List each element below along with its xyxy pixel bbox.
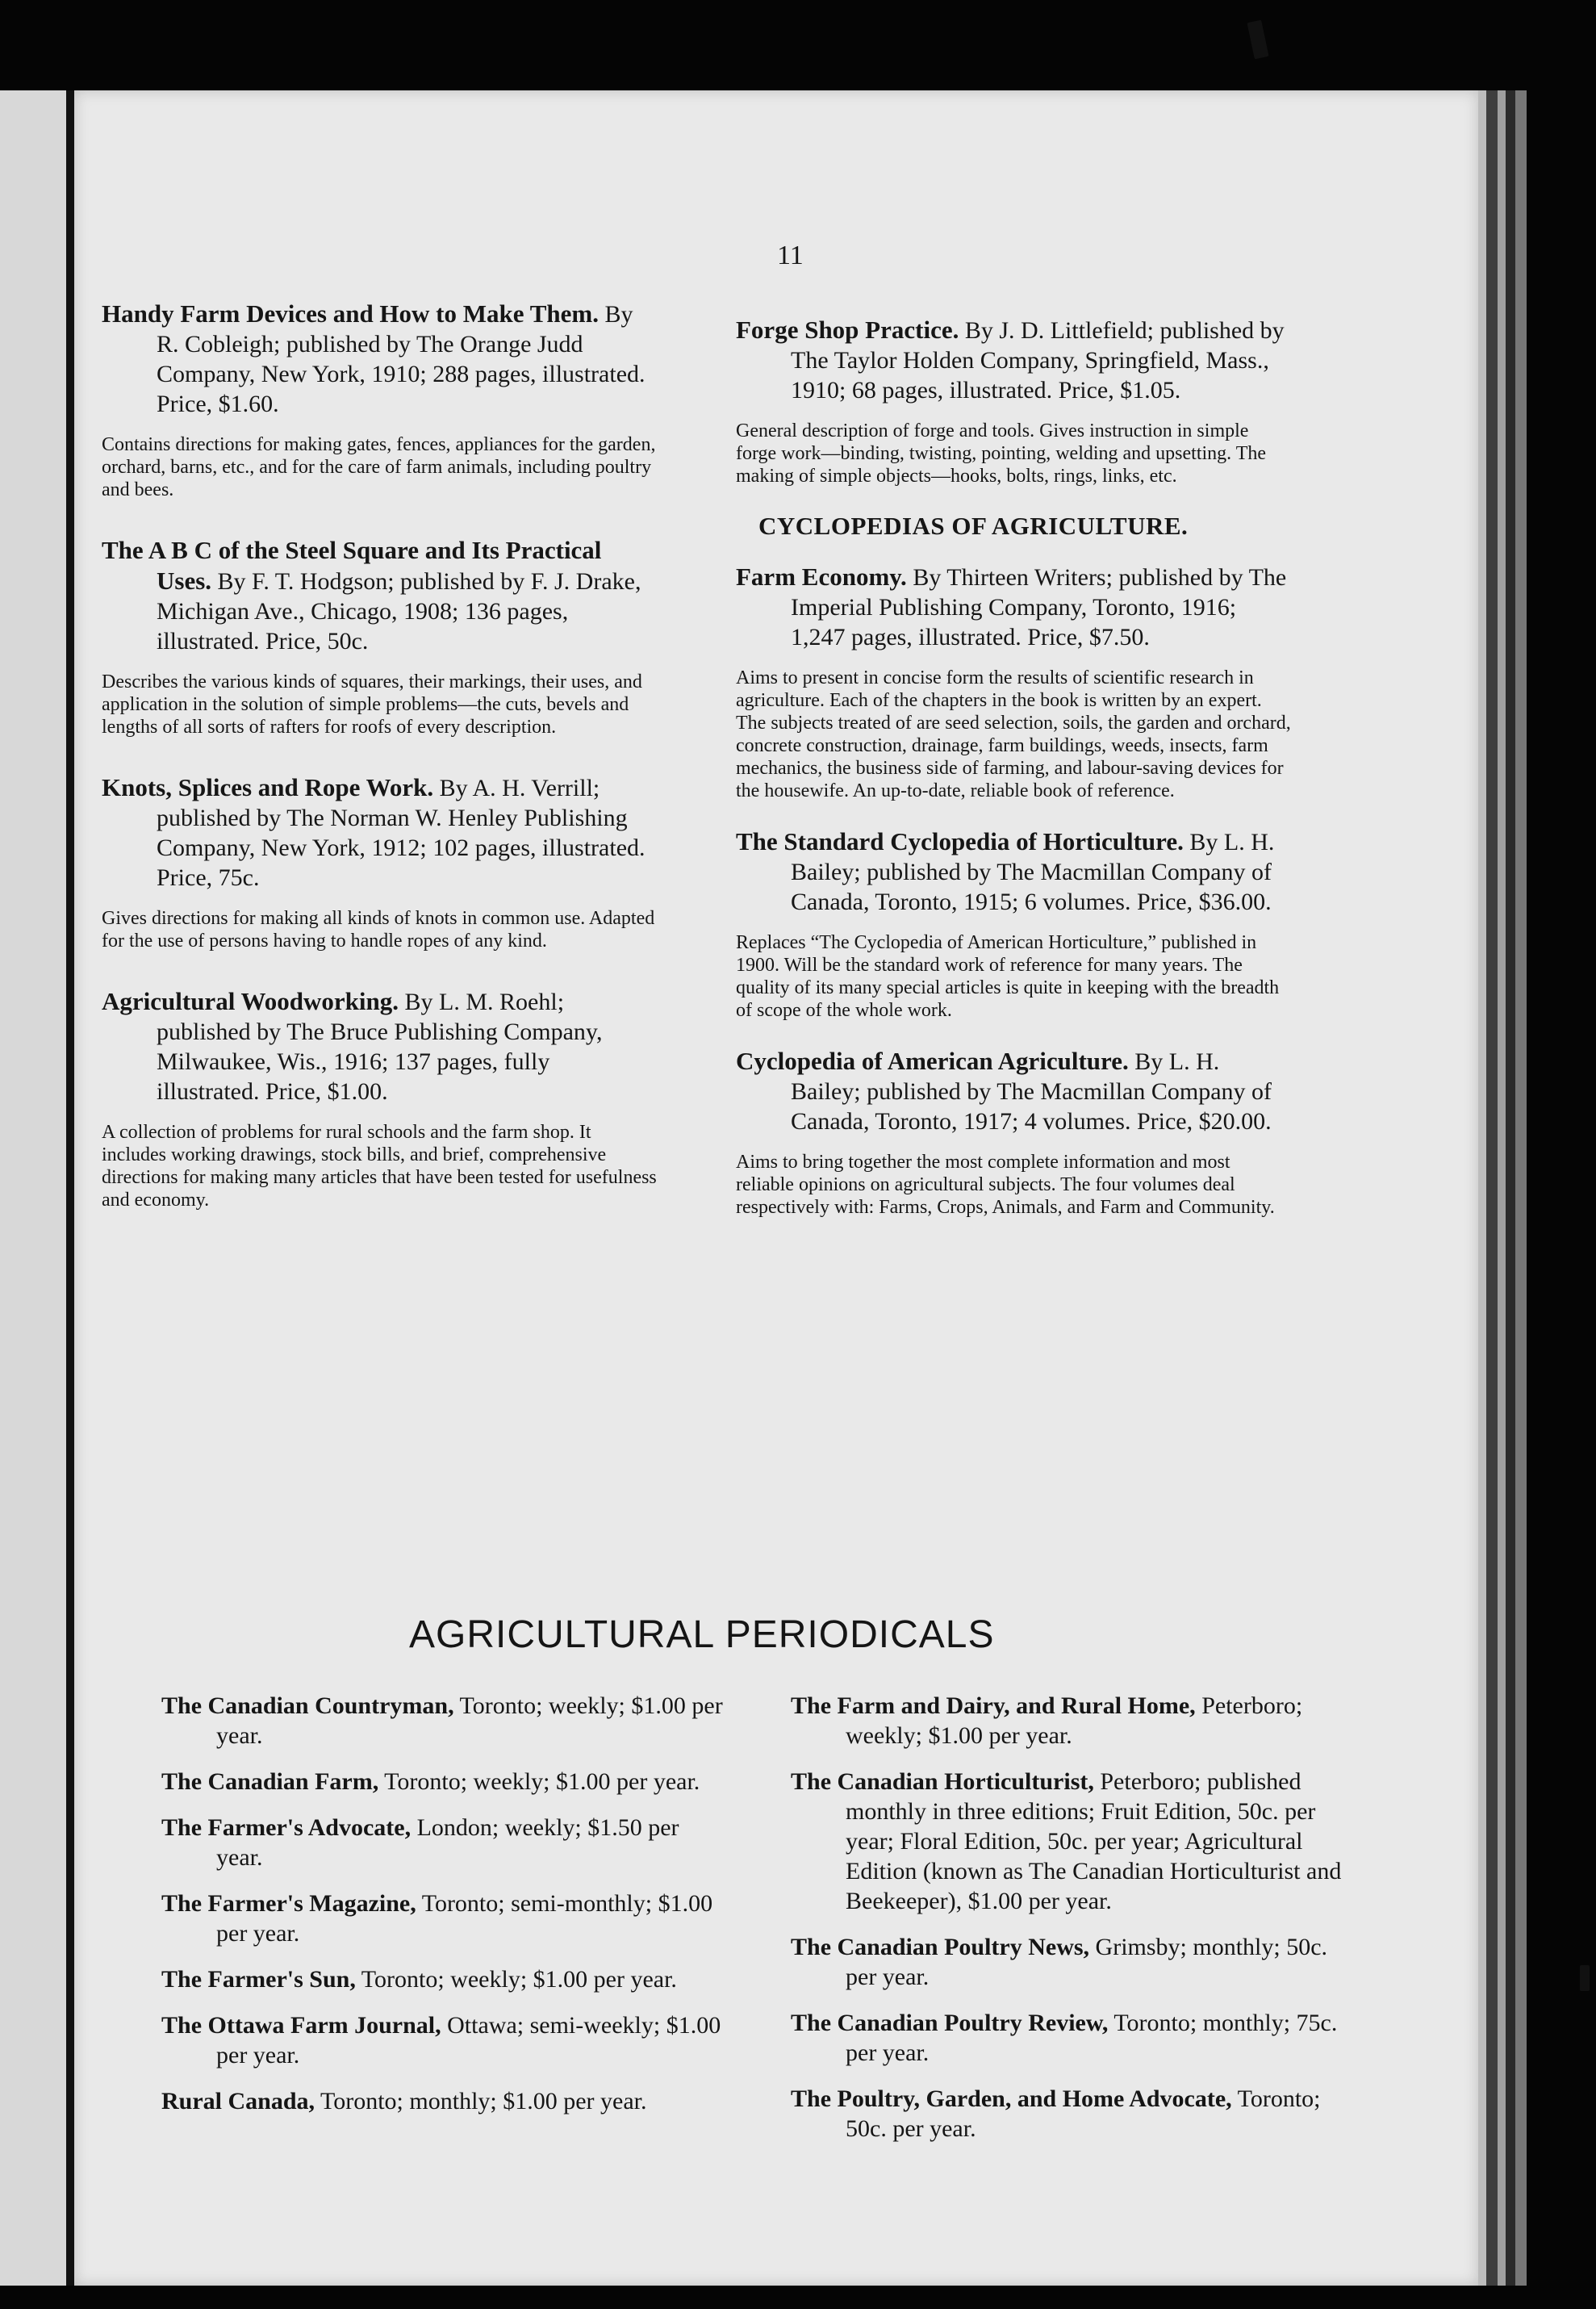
right-scan-mark bbox=[1580, 1965, 1590, 1991]
periodical-entry bbox=[161, 2010, 726, 2070]
book-entry bbox=[102, 535, 658, 738]
book-description: General description of forge and tools. Gives instruction in simple forge work—binding, twisting, pointing, welding and upsetting. The making of simple objects—hooks, bolts, rings, links, etc. bbox=[736, 420, 1267, 487]
periodical-entry bbox=[791, 1767, 1356, 1916]
periodical-name: The Canadian Poultry News, bbox=[791, 1934, 1090, 1960]
periodical-entry bbox=[791, 1691, 1356, 1751]
page-number: 11 bbox=[777, 241, 804, 270]
left-periodicals-list bbox=[161, 1691, 726, 2132]
book-description: A collection of problems for rural schools and the farm shop. It includes working drawings, stock bills, and brief, comprehensive directions for making many articles that have been tested for usefulness and economy. bbox=[102, 1122, 657, 1211]
periodical-name: The Ottawa Farm Journal, bbox=[161, 2012, 441, 2039]
periodical-name: The Canadian Poultry Review, bbox=[791, 2010, 1109, 2036]
periodical-entry bbox=[791, 2084, 1356, 2144]
book-details: By L. M. Roehl; published by The Bruce Publishing Company, Milwaukee, Wis., 1916; 137 pages, fully illustrated. Price, $1.00. bbox=[157, 989, 603, 1105]
periodical-details: Toronto; 50c. per year. bbox=[846, 2085, 1321, 2142]
periodical-entry bbox=[161, 2086, 726, 2116]
book-description: Aims to bring together the most complete information and most reliable opinions on agricultural subjects. The four volumes deal respectively with: Farms, Crops, Animals, and Farm and Community. bbox=[736, 1152, 1275, 1218]
periodical-details: Ottawa; semi-weekly; $1.00 per year. bbox=[216, 2012, 721, 2068]
periodical-name: The Canadian Horticulturist, bbox=[791, 1768, 1094, 1795]
periodical-entry bbox=[161, 1691, 726, 1751]
book-entry bbox=[102, 772, 658, 952]
periodical-entry bbox=[161, 1767, 726, 1797]
book-entry bbox=[102, 986, 658, 1211]
periodical-entry bbox=[161, 1813, 726, 1872]
book-entry bbox=[736, 562, 1293, 802]
periodical-details: Toronto; weekly; $1.00 per year. bbox=[216, 1692, 723, 1749]
cyclopedias-heading: CYCLOPEDIAS OF AGRICULTURE. bbox=[758, 512, 1189, 540]
periodical-entry bbox=[161, 1889, 726, 1948]
periodical-entry bbox=[791, 1932, 1356, 1992]
book-title: Forge Shop Practice. bbox=[736, 316, 959, 344]
page-stack-edge bbox=[1478, 90, 1527, 2286]
book-details: By L. H. Bailey; published by The Macmillan Company of Canada, Toronto, 1917; 4 volumes. Price, $20.00. bbox=[791, 1048, 1272, 1135]
periodical-details: London; weekly; $1.50 per year. bbox=[216, 1814, 679, 1871]
book-title: The Standard Cyclopedia of Horticulture. bbox=[736, 827, 1184, 855]
periodical-name: Rural Canada, bbox=[161, 2088, 315, 2114]
book-title: Handy Farm Devices and How to Make Them. bbox=[102, 299, 599, 328]
periodical-details: Toronto; weekly; $1.00 per year. bbox=[355, 1966, 677, 1993]
periodical-entry bbox=[791, 2008, 1356, 2068]
periodical-details: Toronto; semi-monthly; $1.00 per year. bbox=[216, 1890, 713, 1947]
book-citation bbox=[736, 826, 1293, 917]
periodical-name: The Canadian Farm, bbox=[161, 1768, 379, 1795]
book-citation bbox=[102, 535, 658, 656]
book-citation bbox=[102, 772, 658, 893]
periodical-details: Toronto; monthly; $1.00 per year. bbox=[315, 2088, 647, 2114]
book-description: Contains directions for making gates, fences, appliances for the garden, orchard, barns, etc., and for the care of farm animals, including poultry and bees. bbox=[102, 434, 656, 500]
book-citation bbox=[736, 1046, 1293, 1136]
book-entry bbox=[736, 1046, 1293, 1219]
periodical-details: Toronto; weekly; $1.00 per year. bbox=[378, 1768, 700, 1795]
periodical-name: The Canadian Countryman, bbox=[161, 1692, 454, 1719]
periodical-details: Peterboro; published monthly in three editions; Fruit Edition, 50c. per year; Floral Edition, 50c. per year; Agricultural Edition (known as The Canadian Horticulturist and Beekeeper), $1.00 per year. bbox=[846, 1768, 1342, 1914]
periodical-name: The Farmer's Sun, bbox=[161, 1966, 356, 1993]
periodical-details: Toronto; monthly; 75c. per year. bbox=[846, 2010, 1338, 2066]
book-citation bbox=[736, 562, 1293, 652]
periodical-entry bbox=[161, 1964, 726, 1994]
periodical-name: The Poultry, Garden, and Home Advocate, bbox=[791, 2085, 1232, 2112]
periodical-details: Peterboro; weekly; $1.00 per year. bbox=[846, 1692, 1303, 1749]
periodical-name: The Farm and Dairy, and Rural Home, bbox=[791, 1692, 1196, 1719]
periodical-name: The Farmer's Advocate, bbox=[161, 1814, 412, 1841]
book-title: Agricultural Woodworking. bbox=[102, 987, 399, 1015]
right-periodicals-list bbox=[791, 1691, 1356, 2160]
book-citation bbox=[736, 315, 1293, 405]
book-details: By J. D. Littlefield; published by The Taylor Holden Company, Springfield, Mass., 1910; 68 pages, illustrated. Price, $1.05. bbox=[791, 317, 1285, 404]
book-title: Knots, Splices and Rope Work. bbox=[102, 773, 434, 801]
book-details: By A. H. Verrill; published by The Norman W. Henley Publishing Company, New York, 1912; 102 pages, illustrated. Price, 75c. bbox=[157, 775, 646, 891]
book-description: Aims to present in concise form the results of scientific research in agriculture. Each of the chapters in the book is written by an expert. The subjects treated of are seed selection, soils, the garden and orchard, concrete construction, drainage, farm buildings, weeds, insects, farm mechanics, the business side of farming, and labour-saving devices for the housewife. An up-to-date, reliable book of reference. bbox=[736, 667, 1291, 801]
book-title: Cyclopedia of American Agriculture. bbox=[736, 1047, 1129, 1075]
book-citation bbox=[102, 299, 658, 419]
book-entry bbox=[102, 299, 658, 501]
right-book-column bbox=[736, 315, 1293, 1243]
left-page-edge bbox=[0, 90, 74, 2286]
top-right-scan-mark bbox=[1247, 20, 1268, 60]
book-title: Farm Economy. bbox=[736, 563, 907, 591]
book-details: By R. Cobleigh; published by The Orange Judd Company, New York, 1910; 288 pages, illustrated. Price, $1.60. bbox=[157, 301, 646, 417]
book-details: By F. T. Hodgson; published by F. J. Drake, Michigan Ave., Chicago, 1908; 136 pages, illustrated. Price, 50c. bbox=[157, 568, 641, 655]
left-book-column bbox=[102, 299, 658, 1245]
book-entry bbox=[736, 826, 1293, 1022]
book-entry bbox=[736, 315, 1293, 487]
book-title: The A B C of the Steel Square and Its Practical Uses. bbox=[102, 536, 602, 595]
periodicals-heading: AGRICULTURAL PERIODICALS bbox=[409, 1613, 995, 1656]
periodical-details: Grimsby; monthly; 50c. per year. bbox=[846, 1934, 1328, 1990]
book-description: Replaces “The Cyclopedia of American Horticulture,” published in 1900. Will be the standard work of reference for many years. The quality of its many special articles is quite in keeping with the breadth of scope of the whole work. bbox=[736, 932, 1280, 1021]
book-description: Gives directions for making all kinds of knots in common use. Adapted for the use of persons having to handle ropes of any kind. bbox=[102, 908, 655, 952]
book-citation bbox=[102, 986, 658, 1106]
book-details: By Thirteen Writers; published by The Imperial Publishing Company, Toronto, 1916; 1,247 pages, illustrated. Price, $7.50. bbox=[791, 564, 1287, 650]
periodical-name: The Farmer's Magazine, bbox=[161, 1890, 416, 1917]
book-description: Describes the various kinds of squares, their markings, their uses, and application in the solution of simple problems—the cuts, bevels and lengths of all sorts of rafters for roofs of every description. bbox=[102, 671, 642, 738]
book-details: By L. H. Bailey; published by The Macmillan Company of Canada, Toronto, 1915; 6 volumes. Price, $36.00. bbox=[791, 829, 1275, 915]
